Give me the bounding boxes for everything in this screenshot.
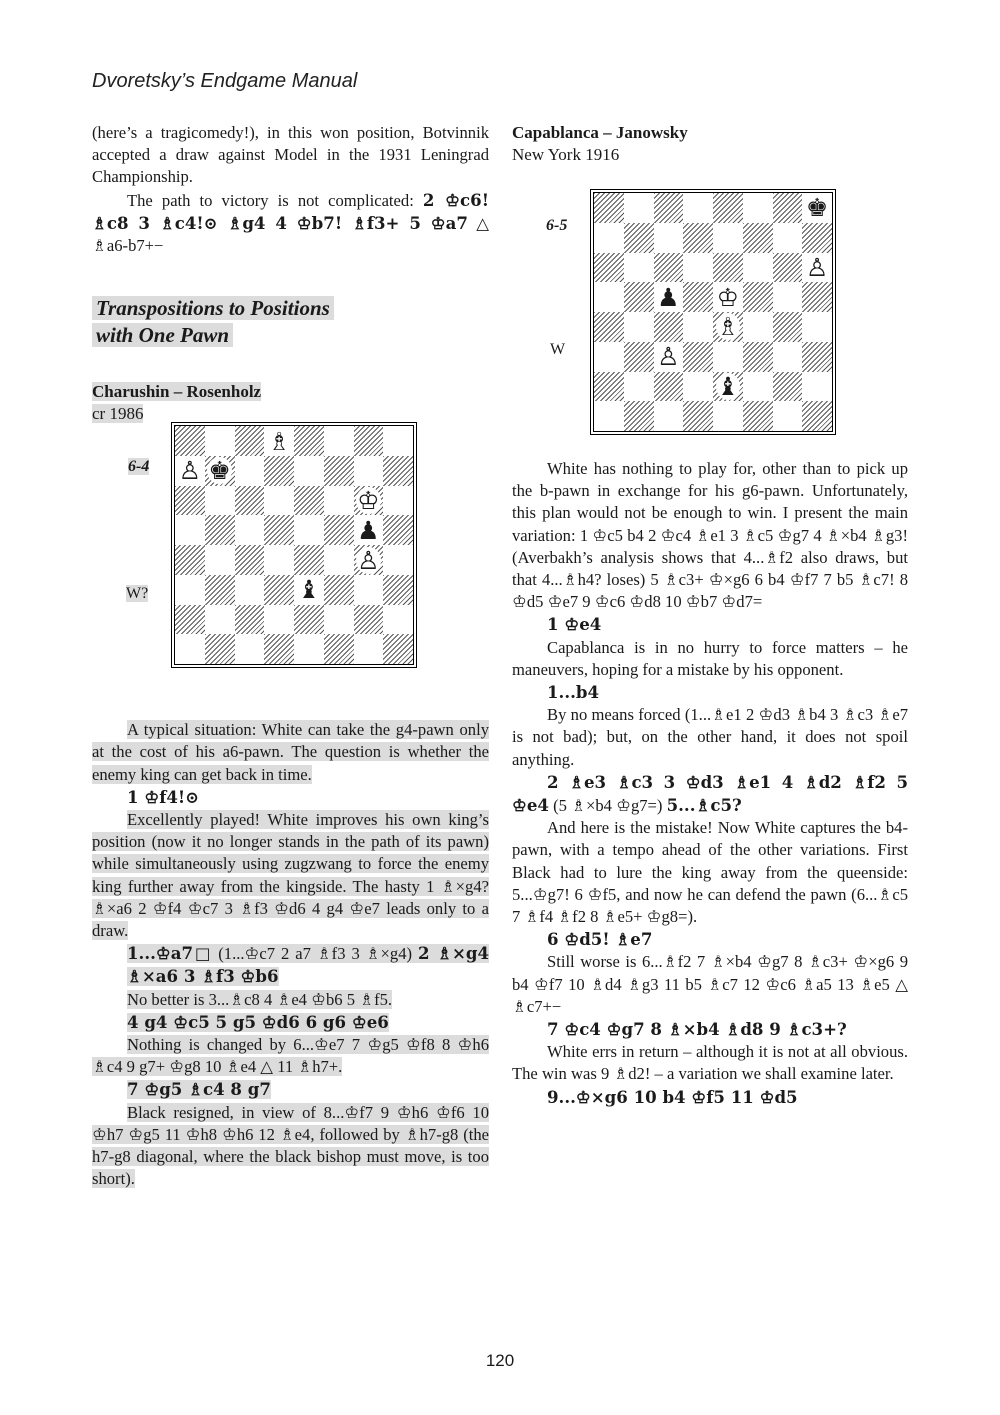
board-square <box>743 342 773 372</box>
board-square <box>324 605 354 635</box>
white-pawn-icon: ♙ <box>805 252 829 282</box>
game-heading: Charushin – Rosenholz <box>92 382 262 402</box>
board-square <box>683 401 713 431</box>
board-square <box>264 456 294 486</box>
board-square <box>802 312 832 342</box>
board-square <box>683 312 713 342</box>
board-square <box>773 401 803 431</box>
black-bishop-icon: ♝ <box>716 371 740 401</box>
paragraph: Still worse is 6...♗f2 7 ♗×b4 ♔g7 8 ♗c3+ ♔×g6 9 b4 ♔f7 10 ♗d4 ♗g3 11 b5 ♗c7 12 ♔c6 ♗a5 13 ♗e5 △ ♗c7+− <box>512 952 908 1016</box>
diagram-label: 6-4 <box>128 458 150 476</box>
board-square <box>264 634 294 664</box>
board-square <box>683 223 713 253</box>
board-square <box>743 282 773 312</box>
paragraph: Nothing is changed by 6...♔e7 7 ♔g5 ♔f8 8 ♔h6 ♗c4 9 g7+ ♔g8 10 ♗e4 △ 11 ♗h7+. <box>92 1035 489 1077</box>
paragraph: White has nothing to play for, other than to pick up the b-pawn in exchange for his g6-pawn. Unfortunately, this plan would not be enough to win. I present the main variation: 1 ♔c5 b4 2 ♔c4 ♗e1 3 ♗c5 ♔g7 4 ♗×b4 ♗g3! (Averbakh’s analysis shows that 4...♗f2 also draws, but that 4...♗h4? loses) 5 ♗c3+ ♔×g6 6 b4 ♔f7 7 b5 ♗c7! 8 ♔d5 ♔e7 9 ♔c6 ♔d8 10 ♔b7 ♔d7= <box>512 459 908 612</box>
paragraph: Black resigned, in view of 8...♔f7 9 ♔h6 ♔f6 10 ♔h7 ♔g5 11 ♔h8 ♔h6 12 ♗e4, followed by ♗h7-g8 (the h7-g8 diagonal, where the black bishop must move, is too short). <box>92 1102 489 1189</box>
board-square <box>594 401 624 431</box>
board-square <box>654 342 684 372</box>
board-square <box>205 426 235 456</box>
board-square <box>264 426 294 456</box>
move-line: 1 ♔f4!⊙ <box>127 786 200 807</box>
paragraph: A typical situation: White can take the g4-pawn only at the cost of his a6-pawn. The question is whether the enemy king can get back in time. <box>92 720 489 784</box>
move-line: 4 g4 ♔c5 5 g5 ♔d6 6 g6 ♔e6 <box>127 1011 389 1032</box>
black-pawn-icon: ♟ <box>357 515 380 545</box>
board-square <box>205 575 235 605</box>
board-square <box>294 486 324 516</box>
right-column <box>512 122 908 1109</box>
board-square <box>713 223 743 253</box>
game-heading: Capablanca – Janowsky <box>512 123 688 142</box>
move-line: 2 ♗e3 ♗c3 3 ♔d3 ♗e1 4 ♗d2 ♗f2 5 ♔e4 (5 ♗×b4 ♔g7=) 5...♗c5? <box>512 771 908 816</box>
board-square <box>354 486 384 516</box>
board-square <box>294 515 324 545</box>
board-square <box>175 575 205 605</box>
board-square <box>294 456 324 486</box>
board-square <box>235 515 265 545</box>
board-square <box>773 282 803 312</box>
white-king-icon: ♔ <box>357 486 380 516</box>
board-square <box>175 426 205 456</box>
board-square <box>802 253 832 283</box>
chess-board <box>174 425 414 665</box>
move-line: 7 ♔g5 ♗c4 8 g7 <box>127 1079 271 1100</box>
board-square <box>624 253 654 283</box>
board-square <box>354 605 384 635</box>
board-square <box>383 426 413 456</box>
board-square <box>713 372 743 402</box>
board-square <box>624 312 654 342</box>
move-line: 1 ♔e4 <box>547 614 602 635</box>
board-square <box>654 372 684 402</box>
left-column <box>92 122 489 1190</box>
board-square <box>235 486 265 516</box>
board-square <box>175 605 205 635</box>
board-square <box>175 545 205 575</box>
board-square <box>743 253 773 283</box>
board-square <box>383 486 413 516</box>
board-square <box>773 342 803 372</box>
page-number: 120 <box>485 1351 515 1370</box>
board-square <box>383 456 413 486</box>
white-pawn-icon: ♙ <box>178 456 202 486</box>
board-square <box>294 426 324 456</box>
running-title: Dvoretsky’s Endgame Manual <box>92 70 358 92</box>
move-line: 1...b4 <box>547 682 600 703</box>
board-square <box>175 456 205 486</box>
board-square <box>743 312 773 342</box>
board-square <box>802 401 832 431</box>
board-square <box>383 634 413 664</box>
board-square <box>802 193 832 223</box>
board-square <box>594 372 624 402</box>
white-bishop-icon: ♗ <box>716 312 740 342</box>
board-square <box>294 575 324 605</box>
section-title: Transpositions to Positions <box>92 295 489 322</box>
board-square <box>235 634 265 664</box>
board-square <box>713 312 743 342</box>
board-square <box>654 193 684 223</box>
board-square <box>683 372 713 402</box>
board-square <box>294 545 324 575</box>
board-square <box>654 223 684 253</box>
board-square <box>624 342 654 372</box>
board-square <box>624 401 654 431</box>
board-square <box>205 634 235 664</box>
board-square <box>713 401 743 431</box>
board-square <box>235 456 265 486</box>
board-square <box>713 253 743 283</box>
paragraph: By no means forced (1...♗e1 2 ♔d3 ♗b4 3 ♗c3 ♗e7 is not bad); but, on the other hand, it does not spoil anything. <box>512 705 908 769</box>
board-square <box>802 342 832 372</box>
board-square <box>773 372 803 402</box>
board-square <box>773 223 803 253</box>
black-king-icon: ♚ <box>208 456 231 486</box>
chess-board <box>593 192 833 432</box>
black-king-icon: ♚ <box>805 193 829 223</box>
board-square <box>802 372 832 402</box>
move-line: 7 ♔c4 ♔g7 8 ♗×b4 ♗d8 9 ♗c3+? <box>547 1019 847 1040</box>
board-square <box>654 253 684 283</box>
board-square <box>743 223 773 253</box>
board-square <box>175 515 205 545</box>
white-pawn-icon: ♙ <box>657 342 680 372</box>
board-square <box>802 223 832 253</box>
board-square <box>802 282 832 312</box>
board-square <box>683 253 713 283</box>
board-square <box>743 401 773 431</box>
game-event: New York 1916 <box>512 145 620 164</box>
black-pawn-icon: ♟ <box>657 282 680 312</box>
board-square <box>324 486 354 516</box>
paragraph: And here is the mistake! Now White captures the b4-pawn, with a tempo ahead of the other variations. First Black had to lure the king away from the queenside: 5...♔g7! 6 ♔f5, and now he can defend the pawn (6...♗c5 7 ♗f4 ♗f2 8 ♗e5+ ♔g8=). <box>512 818 908 927</box>
white-king-icon: ♔ <box>716 282 740 312</box>
board-square <box>205 456 235 486</box>
game-event: cr 1986 <box>92 404 144 424</box>
board-square <box>175 486 205 516</box>
intro-paragraph: (here’s a tragicomedy!), in this won position, Botvinnik accepted a draw against Model in the 1931 Leningrad Championship. <box>92 123 489 187</box>
diagram-to-move: W <box>550 341 566 358</box>
board-square <box>324 634 354 664</box>
board-square <box>324 456 354 486</box>
board-square <box>264 575 294 605</box>
board-square <box>594 253 624 283</box>
board-square <box>713 193 743 223</box>
diagram-block <box>512 166 908 458</box>
board-square <box>683 193 713 223</box>
board-square <box>713 342 743 372</box>
board-square <box>354 575 384 605</box>
board-square <box>354 515 384 545</box>
paragraph: Capablanca is in no hurry to force matters – he maneuvers, hoping for a mistake by his opponent. <box>512 637 908 679</box>
board-square <box>264 605 294 635</box>
board-square <box>594 342 624 372</box>
white-pawn-icon: ♙ <box>357 545 380 575</box>
board-square <box>175 634 205 664</box>
board-square <box>624 223 654 253</box>
board-square <box>683 282 713 312</box>
board-square <box>683 342 713 372</box>
diagram-to-move: W? <box>126 585 149 603</box>
board-square <box>205 486 235 516</box>
board-square <box>264 486 294 516</box>
board-square <box>235 575 265 605</box>
board-square <box>624 372 654 402</box>
board-square <box>383 515 413 545</box>
board-square <box>383 545 413 575</box>
move-line: 2 ♔c6! ♗c8 3 ♗c4!⊙ ♗g4 4 ♔b7! ♗f3+ 5 ♔a7 <box>92 189 489 233</box>
board-square <box>354 634 384 664</box>
board-square <box>713 282 743 312</box>
board-square <box>235 545 265 575</box>
board-square <box>354 545 384 575</box>
board-square <box>624 282 654 312</box>
intro-paragraph-2: The path to victory is not complicated: 2 ♔c6! ♗c8 3 ♗c4!⊙ ♗g4 4 ♔b7! ♗f3+ 5 ♔a7 △ ♗a6-b7+− <box>92 189 489 256</box>
board-square <box>383 605 413 635</box>
board-square <box>654 282 684 312</box>
diagram-label: 6-5 <box>546 217 568 234</box>
board-square <box>354 426 384 456</box>
board-square <box>264 545 294 575</box>
paragraph: No better is 3...♗c8 4 ♗e4 ♔b6 5 ♗f5. <box>127 989 393 1009</box>
board-square <box>773 312 803 342</box>
board-square <box>294 605 324 635</box>
board-square <box>743 193 773 223</box>
board-square <box>773 193 803 223</box>
section-title-2: with One Pawn <box>92 322 489 349</box>
board-square <box>624 193 654 223</box>
board-square <box>383 575 413 605</box>
board-square <box>743 372 773 402</box>
diagram-block <box>92 425 489 715</box>
board-square <box>324 545 354 575</box>
board-square <box>205 515 235 545</box>
board-square <box>235 605 265 635</box>
board-square <box>324 426 354 456</box>
move-line: 6 ♔d5! ♗e7 <box>547 929 653 950</box>
board-square <box>354 456 384 486</box>
board-square <box>594 282 624 312</box>
board-square <box>205 545 235 575</box>
board-square <box>294 634 324 664</box>
board-square <box>654 401 684 431</box>
board-square <box>594 193 624 223</box>
board-square <box>264 515 294 545</box>
white-bishop-icon: ♗ <box>267 426 291 456</box>
board-square <box>773 253 803 283</box>
move-line: 9...♔×g6 10 b4 ♔f5 11 ♔d5 <box>547 1086 798 1107</box>
paragraph: Excellently played! White improves his own king’s position (now it no longer stands in the path of its pawn) while simultaneously using zugzwang to force the enemy king further away from the kingside. The hasty 1 ♗×g4? ♗×a6 2 ♔f4 ♔c7 3 ♗f3 ♔d6 4 g4 ♔e7 leads only to a draw. <box>92 810 489 941</box>
board-square <box>594 223 624 253</box>
move-line: 1...♔a7□ (1...♔c7 2 a7 ♗f3 3 ♗×g4) 2 ♗×g4 ♗×a6 3 ♗f3 ♔b6 <box>127 943 490 987</box>
board-square <box>594 312 624 342</box>
paragraph: White errs in return – although it is not at all obvious. The win was 9 ♗d2! – a variation we shall examine later. <box>512 1042 908 1084</box>
board-square <box>235 426 265 456</box>
board-square <box>654 312 684 342</box>
board-square <box>205 605 235 635</box>
board-square <box>324 515 354 545</box>
black-bishop-icon: ♝ <box>297 575 321 605</box>
board-square <box>324 575 354 605</box>
